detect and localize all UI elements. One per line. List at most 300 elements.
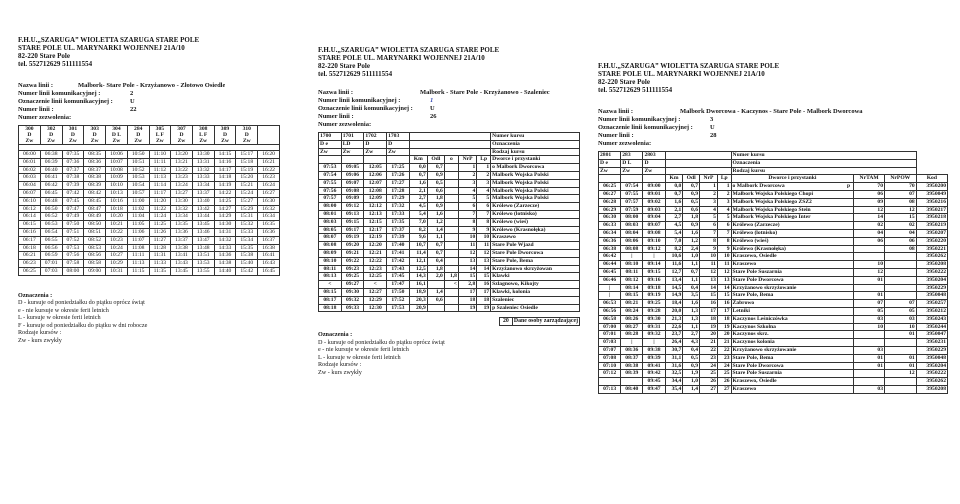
code-cell: 3950049 — [916, 190, 947, 198]
stop-number-cell: 6 — [458, 203, 476, 211]
km-cell: 4,5 — [409, 203, 427, 211]
code-cell: 3950200 — [916, 183, 947, 191]
time-cell: 08:09 — [319, 249, 342, 257]
stop-name-cell: Królewo (wieś) — [491, 218, 580, 226]
course-code-line: 310 — [242, 126, 251, 132]
time-cell: 09:07 — [341, 179, 364, 187]
header-line: F.H.U.„SZARUGA” WIOLETTA SZARUGA STARE POLE — [18, 36, 200, 44]
nrtam-cell — [854, 370, 885, 378]
ordinal-cell: 12 — [477, 249, 491, 257]
time-cell: 09:27 — [341, 281, 364, 289]
o-cell — [444, 249, 458, 257]
empty-cell — [665, 159, 731, 167]
stop-name-cell: Królewo (Krasnołęka) — [491, 226, 580, 234]
time-cell: 06:15 — [19, 221, 41, 229]
time-cell: 09:47 — [643, 385, 665, 393]
time-cell: 17:52 — [387, 296, 410, 304]
course-code-cell: Zw — [341, 148, 364, 156]
o-cell — [444, 187, 458, 195]
marker-cell — [846, 307, 854, 315]
time-cell: 14:32 — [214, 236, 236, 244]
code-cell: 3950207 — [916, 229, 947, 237]
code-cell: 3950222 — [916, 268, 947, 276]
time-cell: 14:22 — [214, 189, 236, 197]
course-code-cell: D e — [599, 159, 621, 167]
table-row — [19, 151, 280, 159]
ordinal-cell: 5 — [717, 214, 731, 222]
time-cell: 13:37 — [192, 189, 214, 197]
distance-cell: 0,5 — [683, 354, 700, 362]
info-label: Numer linii : — [318, 113, 354, 120]
marker-cell — [846, 229, 854, 237]
distance-cell: 0,5 — [427, 179, 444, 187]
ordinal-cell: 19 — [717, 323, 731, 331]
time-cell: 07:53 — [319, 164, 342, 172]
nrtam-cell: 03 — [854, 346, 885, 354]
time-cell: 10:53 — [127, 174, 149, 182]
stop-name-cell: Stare Pole, Bema — [731, 292, 846, 300]
course-code-line: 302 — [46, 126, 56, 132]
stop-number-cell: 2 — [458, 171, 476, 179]
ordinal-cell: 19 — [477, 304, 491, 312]
nrpow-cell — [884, 292, 916, 300]
km-cell: 4,5 — [665, 222, 683, 230]
time-cell: 10:13 — [106, 189, 128, 197]
time-cell: 10:10 — [106, 182, 128, 190]
nrpow-cell: 08 — [884, 245, 916, 253]
time-cell: 09:39 — [643, 354, 665, 362]
table-row — [599, 346, 948, 354]
distance-cell: 1,0 — [683, 253, 700, 261]
info-value: 26 — [430, 113, 437, 120]
time-cell: 06:44 — [599, 261, 621, 269]
empty-cell — [341, 156, 364, 164]
table-row — [599, 307, 948, 315]
course-code-line: 304 — [112, 126, 121, 132]
stop-number-cell: 4 — [458, 187, 476, 195]
code-cell: 3950220 — [916, 237, 947, 245]
time-cell: 07:37 — [62, 166, 84, 174]
distance-cell: 1,8 — [427, 195, 444, 203]
marker-cell — [846, 222, 854, 230]
column-header: Odl — [683, 175, 700, 183]
time-cell: 06:18 — [19, 244, 41, 252]
line-info — [318, 89, 580, 129]
marker-cell — [846, 339, 854, 347]
time-cell: 06:46 — [599, 276, 621, 284]
time-cell: 14:17 — [214, 166, 236, 174]
distance-cell: 0,6 — [683, 206, 700, 214]
course-code-line: 284 — [134, 126, 143, 132]
time-cell: 07:57 — [319, 195, 342, 203]
time-cell: 06:42 — [40, 182, 62, 190]
time-cell: 09:12 — [341, 203, 364, 211]
course-code-line: D — [27, 132, 32, 138]
o-cell — [444, 210, 458, 218]
distance-cell: 2,4 — [683, 245, 700, 253]
distance-cell: 1,1 — [427, 234, 444, 242]
course-code-cell: Zw — [643, 167, 665, 175]
time-cell: 07:55 — [319, 179, 342, 187]
distance-cell: 1,4 — [427, 288, 444, 296]
ordinal-cell: 24 — [717, 362, 731, 370]
table-row — [599, 331, 948, 339]
course-code-line: 301 — [68, 126, 78, 132]
course-code-line: Zw — [242, 138, 251, 144]
o-cell — [444, 195, 458, 203]
ordinal-cell: 7 — [717, 229, 731, 237]
nrtam-cell: 03 — [854, 315, 885, 323]
stop-number-cell: 10 — [700, 253, 718, 261]
table-row — [599, 229, 948, 237]
ordinal-cell: 8 — [477, 218, 491, 226]
km-cell: 14,3 — [409, 273, 427, 281]
km-cell: 16,1 — [409, 281, 427, 289]
stop-name-cell: Kaczynos kolonia — [731, 339, 846, 347]
stop-name-cell: Stare Pole Dworcowa — [731, 276, 846, 284]
nrpow-cell — [884, 268, 916, 276]
time-cell: 06:38 — [40, 151, 62, 159]
time-cell: 09:05 — [341, 164, 364, 172]
side-label: Oznaczenia — [731, 159, 916, 167]
km-cell: 14,9 — [665, 292, 683, 300]
header-line: STARE POLE UL. MARYNARKI WOJENNEJ 21A/10 — [318, 54, 485, 62]
header-row — [599, 152, 948, 160]
info-value: 3 — [710, 116, 714, 123]
time-cell: 08:10 — [319, 257, 342, 265]
empty-cell — [387, 156, 410, 164]
time-cell: 11:05 — [127, 221, 149, 229]
time-cell: 06:10 — [19, 197, 41, 205]
time-cell: 06:36 — [599, 237, 621, 245]
time-cell: 10:18 — [106, 205, 128, 213]
ordinal-cell: 22 — [717, 346, 731, 354]
time-cell: 06:53 — [599, 300, 621, 308]
ordinal-cell: 26 — [717, 378, 731, 386]
time-cell: 15:18 — [236, 158, 258, 166]
stop-number-cell: 8 — [458, 218, 476, 226]
stop-name-cell: Stare Pole Suszarnia — [731, 370, 846, 378]
distance-cell: 0,6 — [427, 296, 444, 304]
time-cell: 08:49 — [84, 213, 106, 221]
time-cell: 06:12 — [19, 205, 41, 213]
time-cell: 12:20 — [364, 242, 387, 250]
course-code-cell: 1702 — [364, 133, 387, 141]
time-cell: 08:06 — [621, 237, 643, 245]
km-cell: 32,5 — [665, 370, 683, 378]
time-cell: 07:56 — [319, 187, 342, 195]
ordinal-cell: 20 — [717, 331, 731, 339]
distance-cell: 1,2 — [427, 218, 444, 226]
time-cell: 11:31 — [149, 252, 170, 260]
time-cell: 13:45 — [171, 267, 193, 275]
time-cell: 09:45 — [643, 378, 665, 386]
time-cell: 09:21 — [341, 249, 364, 257]
table-row — [599, 385, 948, 393]
table-row — [599, 183, 948, 191]
km-cell: 1,6 — [409, 179, 427, 187]
distance-cell: 1,6 — [683, 300, 700, 308]
course-code-line: L F — [199, 132, 208, 138]
distance-cell: 1,4 — [427, 226, 444, 234]
table-row — [319, 234, 580, 242]
time-cell: 16:24 — [258, 182, 280, 190]
time-cell: 16:35 — [258, 221, 280, 229]
info-label: Nazwa linii : — [18, 82, 54, 89]
time-cell: 08:01 — [319, 210, 342, 218]
stop-number-cell: 11 — [700, 261, 718, 269]
ordinal-cell: 18 — [477, 296, 491, 304]
time-cell: 06:52 — [40, 213, 62, 221]
time-cell: 07:49 — [62, 213, 84, 221]
note-line: Rodzaje kursów : — [318, 361, 362, 369]
km-cell: 31,6 — [665, 362, 683, 370]
time-cell: 07:55 — [621, 190, 643, 198]
ordinal-cell: 10 — [477, 234, 491, 242]
time-cell: 10:08 — [106, 166, 128, 174]
km-cell: 21,3 — [665, 315, 683, 323]
side-label: Oznaczenia — [491, 140, 580, 148]
distance-cell: 0,7 — [683, 183, 700, 191]
time-cell: 08:58 — [84, 260, 106, 268]
time-cell: 17:35 — [387, 218, 410, 226]
stop-name-cell: Klawki — [491, 273, 580, 281]
time-cell: 08:24 — [621, 307, 643, 315]
info-value: Malbork - Stare Pole - Krzyżanowo - Szaleniec — [420, 89, 550, 96]
code-cell: 3950221 — [916, 245, 947, 253]
time-cell: 09:12 — [643, 245, 665, 253]
time-cell: 15:33 — [236, 228, 258, 236]
time-cell: 06:38 — [599, 245, 621, 253]
stop-number-cell: 15 — [458, 273, 476, 281]
time-cell: 13:55 — [192, 267, 214, 275]
time-cell: 13:32 — [171, 205, 193, 213]
nrtam-cell — [854, 245, 885, 253]
table-row — [19, 244, 280, 252]
code-cell: 3950219 — [916, 222, 947, 230]
code-cell: 3950222 — [916, 370, 947, 378]
company-header — [598, 62, 948, 94]
header-row — [319, 140, 580, 148]
marker-cell — [846, 378, 854, 386]
time-cell: 07:59 — [621, 206, 643, 214]
column-header: Lp — [477, 156, 491, 164]
header-line: F.H.U.„SZARUGA” WIOLETTA SZARUGA STARE POLE — [318, 46, 500, 54]
side-label: Rodzaj kursu — [731, 167, 916, 175]
time-cell: 14:16 — [214, 158, 236, 166]
time-cell: 12:12 — [364, 203, 387, 211]
header-line: 82-220 Stare Pole — [598, 78, 650, 86]
course-code-line: D L — [111, 132, 122, 138]
column-header: NrPOW — [884, 175, 916, 183]
o-cell — [444, 203, 458, 211]
time-cell: 09:14 — [643, 261, 665, 269]
stop-name-cell: Kaczynos Szkolna — [731, 323, 846, 331]
time-cell: 10:51 — [127, 158, 149, 166]
time-cell: 11:20 — [149, 197, 170, 205]
nrtam-cell — [854, 331, 885, 339]
table-row — [319, 226, 580, 234]
info-value: U — [710, 124, 715, 131]
ordinal-cell: 10 — [717, 253, 731, 261]
marker-cell — [846, 276, 854, 284]
table-row — [19, 189, 280, 197]
course-code-line: Zw — [221, 138, 229, 144]
time-cell: 09:33 — [341, 304, 364, 312]
ordinal-cell: 11 — [717, 261, 731, 269]
time-cell: 07:56 — [62, 252, 84, 260]
time-cell: 08:13 — [319, 273, 342, 281]
table-row — [599, 198, 948, 206]
distance-cell: 1,1 — [683, 261, 700, 269]
header-row — [599, 167, 948, 175]
stop-number-cell: 16 — [700, 300, 718, 308]
km-cell: 34,4 — [665, 378, 683, 386]
time-cell: 09:08 — [341, 187, 364, 195]
time-cell: 06:45 — [599, 268, 621, 276]
course-code-cell: 2803 — [643, 152, 665, 160]
time-cell: 15:38 — [236, 252, 258, 260]
table-row — [19, 213, 280, 221]
time-cell: 12:25 — [364, 273, 387, 281]
time-cell: 08:17 — [319, 296, 342, 304]
distance-cell: 1,1 — [683, 323, 700, 331]
note-line: e - nie kursuje w okresie ferii letnich — [318, 346, 409, 354]
time-cell: | — [643, 339, 665, 347]
distance-cell: 1,0 — [683, 378, 700, 386]
km-cell: 2,7 — [665, 214, 683, 222]
stop-number-cell: 3 — [458, 179, 476, 187]
column-header: NrP — [458, 156, 476, 164]
time-cell — [599, 378, 621, 386]
time-cell: 17:41 — [387, 249, 410, 257]
time-cell: 11:13 — [149, 174, 170, 182]
time-cell: 11:13 — [127, 260, 149, 268]
o-cell — [444, 257, 458, 265]
km-cell: 11,4 — [409, 249, 427, 257]
marker-cell: p — [846, 183, 854, 191]
time-cell: 08:38 — [84, 174, 106, 182]
ordinal-cell: 5 — [477, 195, 491, 203]
km-cell: 23,7 — [665, 331, 683, 339]
stop-name-cell: Kaczynos skrz. — [731, 331, 846, 339]
ordinal-cell: 16 — [477, 281, 491, 289]
note-line: Zw - kurs zwykły — [18, 336, 62, 344]
time-cell: 08:26 — [621, 315, 643, 323]
time-cell: 13:20 — [171, 151, 193, 159]
stop-number-cell: 9 — [458, 226, 476, 234]
table-row — [319, 218, 580, 226]
note-line: F - kursuje od poniedziałku do piątku w dni robocze — [18, 321, 148, 329]
time-cell: 17:47 — [387, 281, 410, 289]
distance-cell: 1,6 — [427, 210, 444, 218]
time-cell: 09:16 — [643, 276, 665, 284]
header-line: tel. 552712629 511111554 — [18, 60, 93, 68]
empty-cell — [409, 133, 490, 141]
table-row — [599, 315, 948, 323]
time-cell: 11:35 — [149, 267, 170, 275]
table-row — [599, 268, 948, 276]
time-cell: 07:38 — [62, 174, 84, 182]
time-cell: 13:22 — [171, 166, 193, 174]
table-row — [599, 378, 948, 386]
time-cell: 10:09 — [106, 174, 128, 182]
ordinal-cell: 9 — [477, 226, 491, 234]
stop-number-cell: 14 — [458, 265, 476, 273]
line-info — [18, 82, 280, 122]
time-cell: | — [621, 339, 643, 347]
time-cell: 06:00 — [19, 151, 41, 159]
marker-cell — [846, 261, 854, 269]
time-cell: 06:41 — [40, 174, 62, 182]
table-row — [19, 252, 280, 260]
course-code-cell: Zw — [364, 148, 387, 156]
course-code-cell: Zw — [621, 167, 643, 175]
time-cell: 07:36 — [62, 158, 84, 166]
time-cell: 11:04 — [127, 213, 149, 221]
code-cell: 3950204 — [916, 276, 947, 284]
code-cell: 3950229 — [916, 346, 947, 354]
time-cell: 17:43 — [387, 265, 410, 273]
o-cell — [444, 265, 458, 273]
time-cell: 16:37 — [258, 236, 280, 244]
time-cell: 07:57 — [621, 198, 643, 206]
time-cell: | — [643, 253, 665, 261]
ordinal-cell: 4 — [477, 187, 491, 195]
km-cell: 1,6 — [665, 198, 683, 206]
time-cell: 10:50 — [127, 151, 149, 159]
time-cell: 10:57 — [127, 189, 149, 197]
time-cell: 08:56 — [84, 252, 106, 260]
time-cell: 08:36 — [621, 346, 643, 354]
stop-name-cell: p Szaleniec Osiedle — [491, 304, 580, 312]
time-cell: 11:02 — [127, 205, 149, 213]
course-code-cell: D — [643, 159, 665, 167]
stop-name-cell: Kraszewo, Osiedle — [731, 378, 846, 386]
time-cell: 13:44 — [192, 213, 214, 221]
distance-cell: 0,4 — [683, 346, 700, 354]
code-cell: 3950262 — [916, 378, 947, 386]
nrtam-cell: 12 — [854, 268, 885, 276]
timetable-line-22 — [18, 36, 280, 344]
nrpow-cell: 08 — [884, 198, 916, 206]
course-code-cell: 1701 — [341, 133, 364, 141]
nrtam-cell: 01 — [854, 354, 885, 362]
km-cell: 0,0 — [409, 164, 427, 172]
table-row — [599, 300, 948, 308]
nrpow-cell — [884, 261, 916, 269]
stop-name-cell: Malbork Wojska Polski — [491, 195, 580, 203]
time-cell: 10:16 — [106, 197, 128, 205]
time-cell: 08:18 — [319, 304, 342, 312]
nrtam-cell: 10 — [854, 323, 885, 331]
marker-cell — [846, 237, 854, 245]
info-label: Numer zezwolenia: — [598, 140, 652, 147]
time-cell: 08:00 — [621, 214, 643, 222]
course-code-line: L F — [155, 132, 164, 138]
time-cell: 09:19 — [643, 292, 665, 300]
stop-number-cell: 22 — [700, 346, 718, 354]
time-cell: 15:27 — [236, 197, 258, 205]
time-cell: 17:50 — [387, 288, 410, 296]
stop-name-cell: Malbork Wojska Polski — [491, 171, 580, 179]
marker-cell — [846, 198, 854, 206]
info-value: 2 — [130, 90, 134, 97]
time-cell: 16:30 — [258, 197, 280, 205]
marker-cell — [846, 292, 854, 300]
stop-name-cell: Stare Pole Dworcowa — [731, 362, 846, 370]
stop-number-cell: 5 — [700, 214, 718, 222]
